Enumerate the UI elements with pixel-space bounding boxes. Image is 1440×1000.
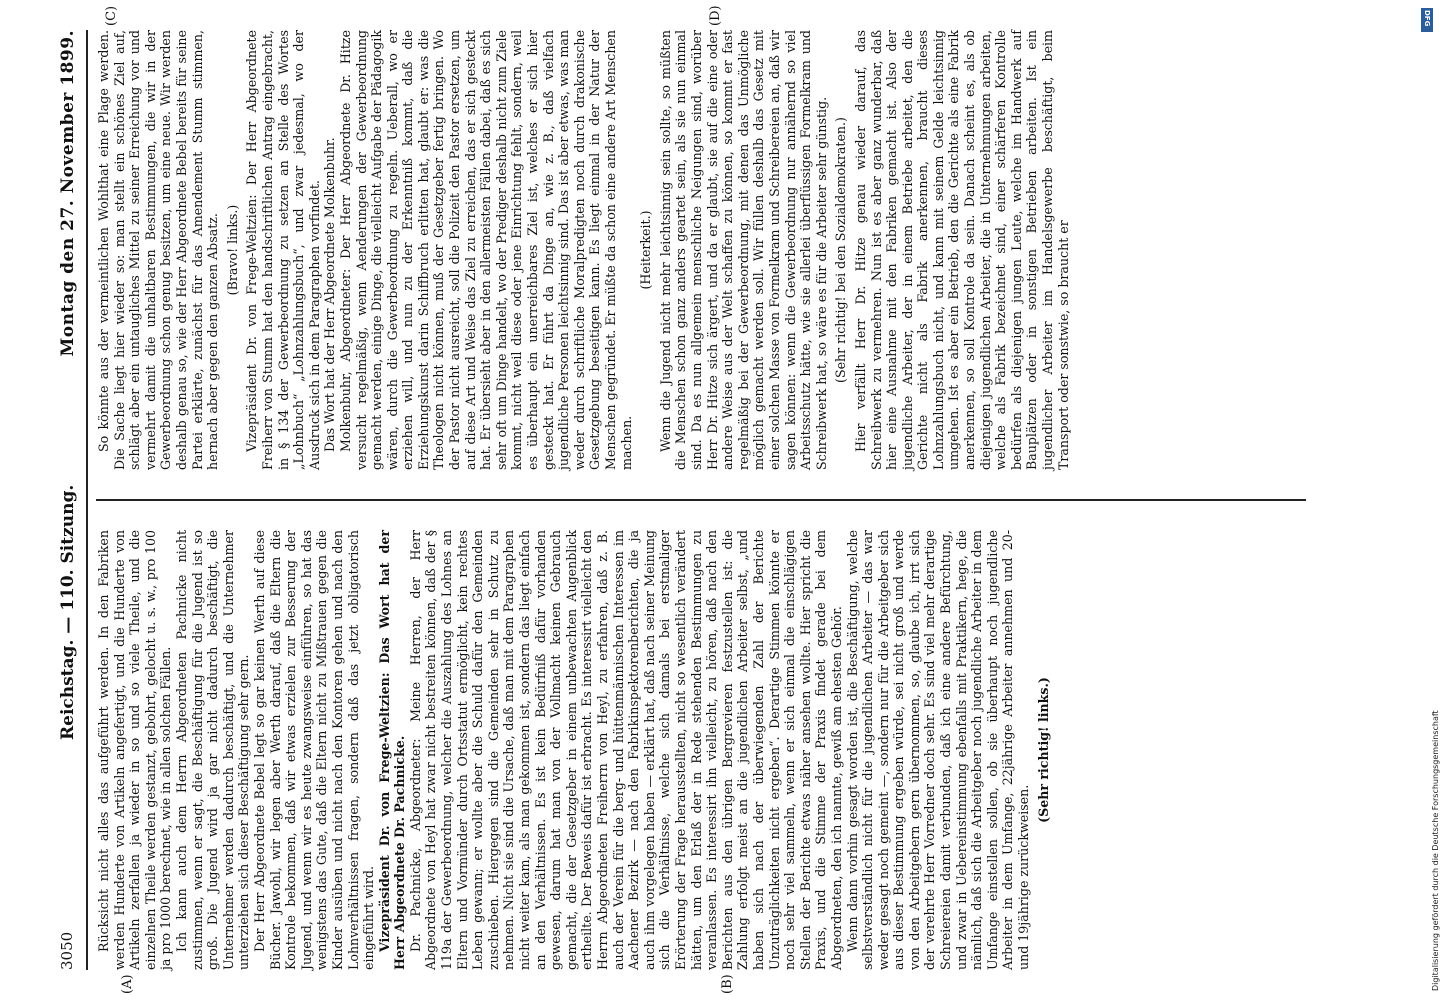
paragraph: So könnte aus der vermeintlichen Wohlthat eine Plage werden. Die Sache liegt hier wieder so: man stellt ein schönes Ziel auf, schlägt aber ein untaugliches Mittel zu seiner Erreichung vor und vermehrt damit die unhaltbaren Bestimmungen, die wir in der Gewerbeordnung schon genug besitzen, um eine neue. Wir werden deshalb genau so, wie der Herr Abgeordnete Bebel bereits für seine Partei erklärte, zunächst für das Amendement Stumm stimmen, hernach aber gegen den ganzen Absatz.	[96, 30, 221, 470]
paragraph: Rücksicht nicht alles das aufgeführt werden. In den Fabriken werden Hunderte von Artikeln angefertigt, und die Hunderte von Artikeln zerfallen ja wieder in so und so viele Theile, und die einzelnen Theile werden gestanzt, gebohrt, gelocht u. s. w., pro 100 ja pro 1000 berechnet, wie in allen solchen Fällen.	[96, 530, 174, 970]
paragraph: Hier verfällt Herr Dr. Hitze genau wieder darauf, das Schreibwerk zu vermehren. Nun ist es aber ganz wunderbar, daß hier eine Ausnahme mit den Fabriken gemacht ist. Also der jugendliche Arbeiter, der in einem Betriebe arbeitet, den die Gerichte nicht als Fabrik anerkennen, braucht dieses Lohnzahlungsbuch nicht, und kann mit seinem Gelde leichtsinnig umgehen. Ist es aber ein Betrieb, den die Gerichte als eine Fabrik anerkennen, so soll Kontrole da sein. Danach scheint es, als ob diejenigen jugendlichen Arbeiter, die in Unternehmungen arbeiten, welche als Fabrik bezeichnet sind, einer schärferen Kontrolle bedürfen als diejenigen jungen Leute, welche im Handwerk auf Bauplätzen oder in sonstigen Betrieben arbeiten. Ist ein jugendlicher Arbeiter im Handelsgewerbe beschäftigt, beim Transport oder sonstwie, so braucht er	[852, 30, 1071, 470]
speaker-announcement: Vizepräsident Dr. von Frege-Weltzien: Das Wort hat der Herr Abgeordnete Dr. Pachnicke.	[376, 530, 408, 970]
column-divider	[96, 499, 1306, 501]
margin-mark-a: (A)	[120, 974, 135, 994]
paragraph: Der Herr Abgeordnete Bebel legt so gar keinen Werth auf diese Bücher. Jawohl, wir legen aber Werth darauf, daß die Eltern die Kontrole bekommen, daß wir etwas erzielen zur Besserung der Jugend, und wenn wir es heute zwangsweise einführen, so hat das wenigstens das Gute, daß die Eltern nicht zu Mißtrauen gegen die Kinder ausüben und nicht nach den Kontoren gehen und nach den Lohnverhältnissen fragen, sondern daß das jetzt obligatorisch eingeführt wird.	[251, 530, 377, 970]
margin-mark-d: (D)	[708, 5, 723, 26]
interjection: (Bravo! links.)	[224, 204, 240, 296]
right-column	[96, 30, 1071, 470]
interjection: (Sehr richtig! links.)	[1035, 677, 1051, 823]
digitization-note	[1420, 6, 1440, 996]
dfg-logo: DFG	[1421, 8, 1433, 32]
speaker-announcement: Vizepräsident Dr. von Frege-Weltzien: Der Herr Abgeordnete Freiherr von Stumm hat den handschriftlichen Antrag eingebracht, in § 134 der Gewerbeordnung zu setzen an Stelle des Wortes „Lohnbuch“ „Lohnzahlungsbuch“, und zwar jedesmal, wo der Ausdruck sich in dem Paragraphen vorfindet.	[244, 30, 322, 470]
interjection: (Heiterkeit.)	[638, 210, 654, 290]
margin-mark-c: (C)	[104, 5, 119, 26]
paragraph: Wenn die Jugend nicht mehr leichtsinnig sein sollte, so müßten die Menschen schon ganz anders geartet sein, als sie nun einmal sind. Da es nun allgemein menschliche Neigungen sind, worüber Herr Dr. Hitze sich ärgert, und da er glaubt, sie auf die eine oder andere Weise aus der Welt schaffen zu können, so kommt er fast regelmäßig bei der Gewerbeordnung, mit denen das Unmögliche möglich gemacht werden soll. Wir füllen deshalb das Gesetz mit einer solchen Masse von Formelkram und Schreibereien an, daß wir sagen können: wenn die Gewerbeordnung nur annähernd so viel Arbeitsschutz hätte, wie sie allerlei überflüssigen Formelkram und Schreibwerk hat, so wäre es für die Arbeiter sehr günstig.	[657, 30, 829, 470]
digitization-note-text: Digitalisierung gefördert durch die Deutsche Forschungsgemeinschaft	[1431, 710, 1440, 991]
interjection: (Sehr richtig! bei den Sozialdemokraten.)	[833, 117, 849, 383]
paragraph: Molkenbuhr, Abgeordneter: Der Herr Abgeordnete Dr. Hitze versucht regelmäßig, wenn Aenderungen der Gewerbeordnung gemacht werden, einige Dinge, die vielleicht Aufgabe der Pädagogik wären, durch die Gewerbeordnung zu regeln. Ueberall, wo er erziehen will, und nun zu der Erkenntniß kommt, daß die Erziehungskunst darin Schiffbruch erlitten hat, glaubt er: was die Theologen nicht können, muß der Gesetzgeber fertig bringen. Wo der Pastor nicht ausreicht, soll die Polizeit den Pastor ersetzen, um auf diese Art und Weise das Ziel zu erreichen, das er sich gesteckt hat. Er übersieht aber in den allermeisten Fällen dabei, daß es sich sehr oft um Dinge handelt, wo der Prediger deshalb nicht zum Ziele kommt, nicht weil diese oder jene Einrichtung fehlt, sondern, weil es überhaupt ein unerreichbares Ziel ist, welches er sich hier gesteckt hat. Er führt da Dinge an, wie z. B., daß vielfach jugendliche Personen leichtsinnig sind. Das ist aber etwas, was man weder durch schriftliche Moralpredigten noch durch drakonische Gesetzgebung beseitigen kann. Es liegt einmal in der Natur der Menschen gegründet. Er müßte da schon eine andere Art Menschen machen.	[337, 30, 634, 470]
session-title: Reichstag. — 110. Sitzung.	[58, 484, 78, 740]
paragraph: Dr. Pachnicke, Abgeordneter: Meine Herren, der Herr Abgeordnete von Heyl hat zwar nicht bestreiten können, daß der § 119a der Gewerbeordnung, welcher die Auszahlung des Lohnes an Eltern und Vormünder durch Ortsstatut ermöglicht, kein rechtes Leben gewann; er wollte aber die Schuld dafür den Gemeinden zuschieben. Hiergegen sind die Gemeinden sehr in Schutz zu nehmen. Nicht sie sind die Ursache, daß man mit dem Paragraphen nicht weiter kam, als man gekommen ist, sondern das liegt einfach an den Verhältnissen. Es ist kein Bedürfniß dafür vorhanden gewesen, darum hat man von der Vollmacht keinen Gebrauch gemacht, die der Gesetzgeber in einem unbewachten Augenblick ertheilte. Der Beweis dafür ist erbracht. Es interessirt vielleicht den Herrn Abgeordneten Freiherrn von Heyl, zu erfahren, daß z. B. auch der Verein für die berg- und hüttenmännischen Interessen im Aachener Bezirk — nach den Fabrikinspektorenberichten, die ja auch ihm vorgelegen haben — erklärt hat, daß nach seiner Meinung sich die Verhältnisse, welche sich damals bei erstmaliger Erörterung der Frage herausstellten, nicht so wesentlich verändert hätten, um den Erlaß der in Rede stehenden Bestimmungen zu veranlassen. Es interessirt ihn vielleicht, zu hören, daß nach den Berichten aus den übrigen Bergrevieren festzustellen ist: die Zahlung erfolgt meist an die jugendlichen Arbeiter selbst, „und haben sich nach der überwiegenden Zahl der Berichte Unzuträglichkeiten nicht ergeben“. Derartige Stimmen könnte er noch sehr viel sammeln, wenn er sich einmal die einschlägigen Stellen der Berichte etwas näher ansehen wollte. Hier spricht die Praxis, und die Stimme der Praxis findet gerade bei dem Abgeordneten, den ich nannte, gewiß am ehesten Gehör.	[407, 530, 844, 970]
paragraph: Ich kann auch dem Herrn Abgeordneten Pachnicke nicht zustimmen, wenn er sagt, die Beschäftigung für die Jugend ist so groß. Die Jugend wird ja gar nicht dadurch beschäftigt, die Unternehmer werden dadurch beschäftigt, und die Unternehmer unterziehen sich dieser Beschäftigung sehr gern.	[173, 530, 252, 970]
page-number: 3050	[58, 931, 76, 970]
page-header	[52, 30, 88, 970]
left-column	[96, 530, 1055, 970]
margin-mark-b: (B)	[720, 974, 735, 994]
paragraph: Wenn dann vorhin gesagt worden ist, die Beschäftigung, welche selbstverständlich nicht für die jugendlichen Arbeiter — das war weder gesagt noch gemeint —, sondern nur für die Arbeitgeber sich aus dieser Bestimmung ergeben würde, sei nicht groß und werde von den Arbeitgebern gern übernommen, so, glaube ich, irrt sich der verehrte Herr Vorredner doch sehr. Es sind viel mehr derartige Schreiereien damit verbunden, daß ich eine andere Befürchtung, und zwar in Uebereinstimmung ebenfalls mit Praktikern, hege, die nämlich, daß sich die Arbeitgeber noch jugendliche Arbeiter in dem Umfange einstellen sollen, ob sie überhaupt noch jugendliche Arbeiter in dem Umfange, 22jährige Arbeiter annehmen und 20- und 19jährige zurückweisen.	[844, 530, 1032, 970]
session-date: Montag den 27. November 1899.	[58, 30, 78, 357]
speaker-announcement: Das Wort hat der Herr Abgeordnete Molkenbuhr.	[322, 137, 338, 452]
